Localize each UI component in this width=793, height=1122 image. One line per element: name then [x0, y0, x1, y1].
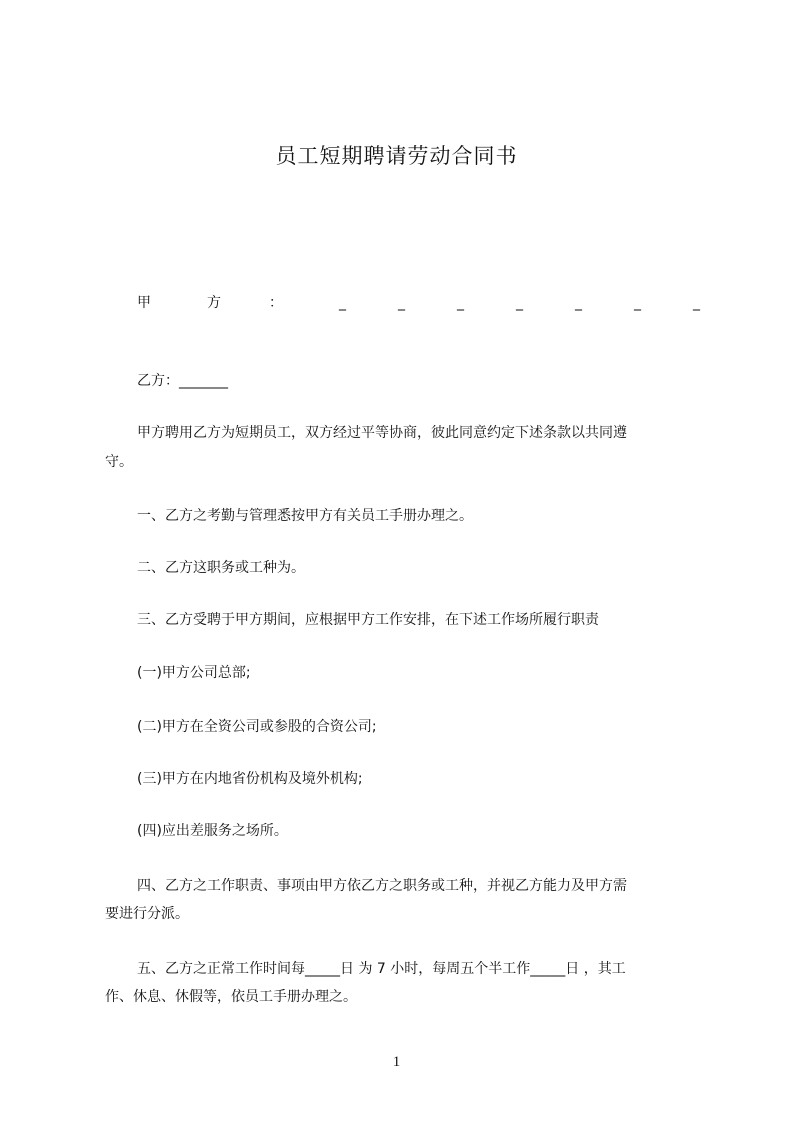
clause-3-item-4: (四)应出差服务之场所。: [137, 823, 288, 839]
party-a-blank: _: [339, 295, 346, 311]
page-number: 1: [392, 1054, 401, 1070]
party-a-blank: _: [693, 295, 700, 311]
party-a-blank: _: [457, 295, 464, 311]
clause-4-line-1: 四、乙方之工作职责、事项由甲方依乙方之职务或工种，并视乙方能力及甲方需: [137, 878, 627, 894]
party-a-blank: _: [398, 295, 405, 311]
clause-5-line-1: 五、乙方之正常工作时间每_____日 为 7 小时，每周五个半工作_____日 ，其工: [137, 961, 626, 977]
clause-3: 三、乙方受聘于甲方期间，应根据甲方工作安排，在下述工作场所履行职责: [137, 612, 599, 628]
paragraph-intro-line-2: 守。: [105, 454, 133, 470]
clause-4-line-2: 要进行分派。: [105, 906, 189, 922]
clause-1: 一、乙方之考勤与管理悉按甲方有关员工手册办理之。: [137, 508, 473, 524]
party-a-char-2: 方: [207, 295, 221, 311]
party-a-char-1: 甲: [137, 295, 151, 311]
party-a-blank: _: [634, 295, 641, 311]
clause-2: 二、乙方这职务或工种为。: [137, 560, 305, 576]
party-a-blank: _: [575, 295, 582, 311]
party-a-line: [137, 291, 707, 315]
paragraph-intro-line-1: 甲方聘用乙方为短期员工，双方经过平等协商，彼此同意约定下述条款以共同遵: [137, 425, 627, 441]
clause-3-item-3: (三)甲方在内地省份机构及境外机构;: [137, 771, 363, 787]
clause-5-line-2: 作、休息、休假等，依员工手册办理之。: [105, 989, 357, 1005]
party-b-line: 乙方：_______: [137, 373, 228, 389]
party-a-blank: _: [516, 295, 523, 311]
clause-3-item-1: (一)甲方公司总部;: [137, 665, 251, 681]
party-a-colon: ：: [269, 295, 283, 311]
document-title: 员工短期聘请劳动合同书: [275, 144, 518, 168]
clause-3-item-2: (二)甲方在全资公司或参股的合资公司;: [137, 719, 377, 735]
